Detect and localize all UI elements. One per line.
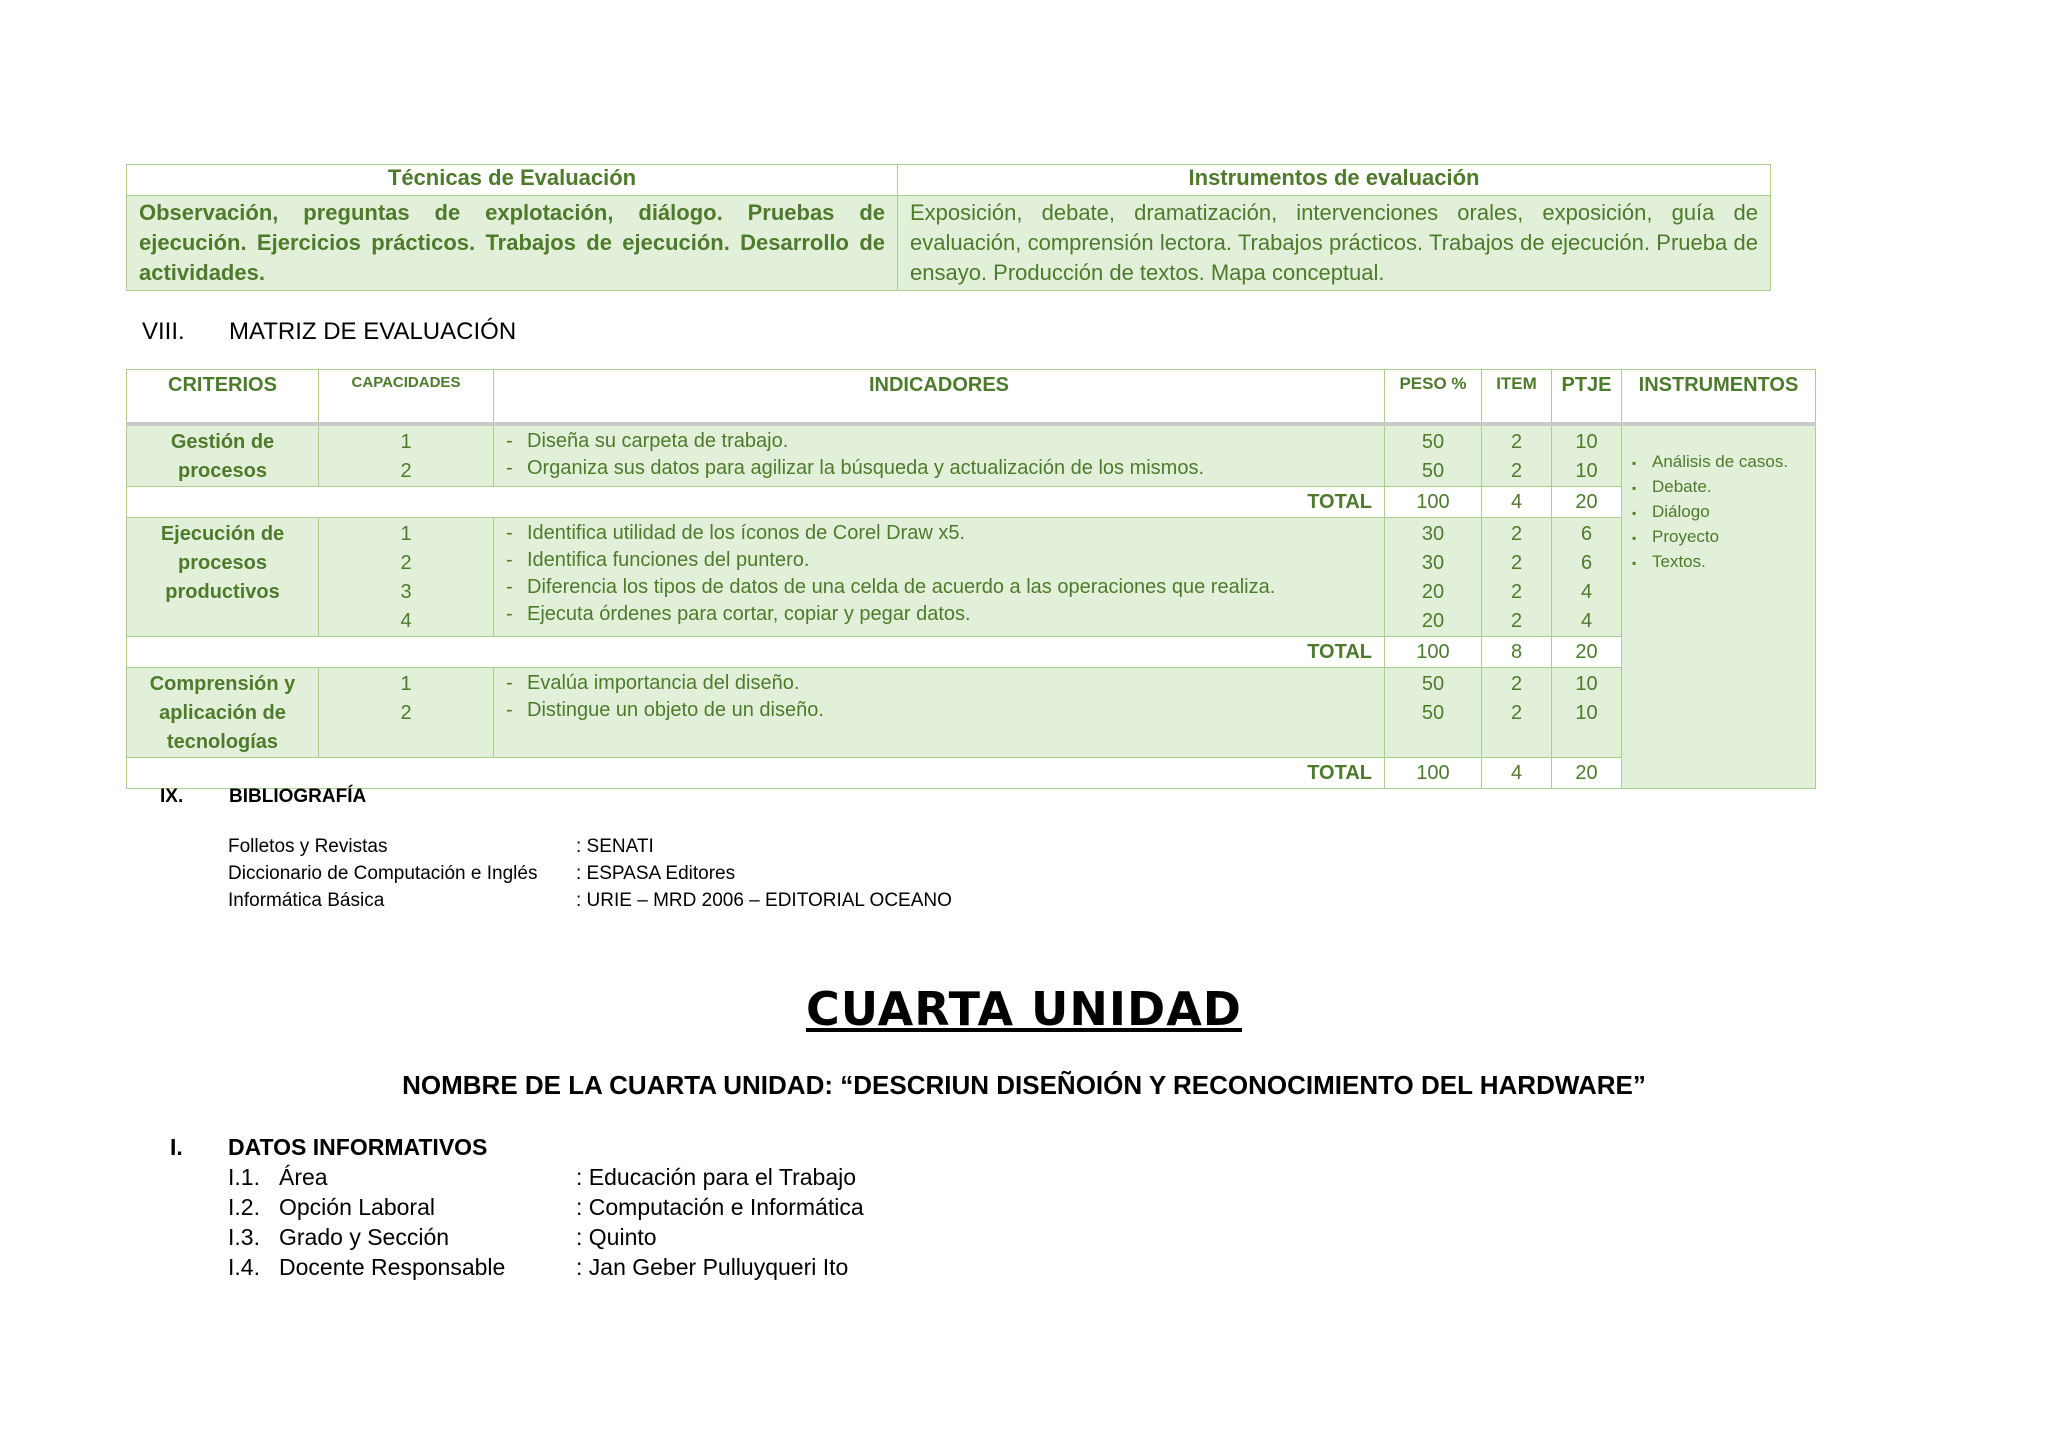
- datos-label: Docente Responsable: [279, 1254, 506, 1280]
- peso-cell: [1385, 424, 1482, 487]
- capacidad: 1: [400, 431, 412, 453]
- table-row: [127, 668, 1816, 758]
- section-number: VIII.: [142, 318, 185, 345]
- peso-value: 20: [1421, 581, 1445, 603]
- total-row: [127, 758, 1816, 789]
- ptje-value: 4: [1580, 610, 1593, 632]
- total-item: 4: [1482, 758, 1552, 789]
- total-label: TOTAL: [127, 637, 1385, 668]
- total-label: TOTAL: [127, 758, 1385, 789]
- ptje-cell: [1552, 668, 1622, 758]
- indicador: - Organiza sus datos para agilizar la búsqueda y actualización de los mismos.: [506, 455, 1384, 482]
- instrumento-item: ▪ Debate.: [1632, 475, 1815, 500]
- instrumentos-cell: [1622, 424, 1816, 789]
- unit-name: NOMBRE DE LA CUARTA UNIDAD: “DESCRIUN DISEÑOIÓN Y RECONOCIMIENTO DEL HARDWARE”: [402, 1070, 1646, 1100]
- item-value: 2: [1510, 702, 1523, 724]
- item-cell: [1482, 668, 1552, 758]
- header-indicadores: INDICADORES: [494, 370, 1385, 425]
- datos-label: Opción Laboral: [279, 1194, 435, 1220]
- item-value: 2: [1510, 610, 1523, 632]
- peso-cell: [1385, 518, 1482, 637]
- total-row: [127, 637, 1816, 668]
- tecnicas-header: Técnicas de Evaluación: [127, 165, 898, 196]
- datos-num: I.2.: [228, 1194, 260, 1220]
- ptje-cell: [1552, 424, 1622, 487]
- capacidad: 2: [400, 702, 412, 724]
- section-title: MATRIZ DE EVALUACIÓN: [229, 318, 517, 345]
- ptje-value: 10: [1575, 431, 1598, 453]
- datos-value: : Educación para el Trabajo: [576, 1164, 857, 1190]
- header-item: ITEM: [1482, 370, 1552, 425]
- item-cell: [1482, 518, 1552, 637]
- total-row: [127, 487, 1816, 518]
- table-row: [127, 518, 1816, 637]
- ptje-value: 10: [1575, 702, 1598, 724]
- section-number: I.: [170, 1134, 183, 1160]
- item-value: 2: [1510, 460, 1523, 482]
- indicador: - Diseña su carpeta de trabajo.: [506, 428, 1384, 455]
- indicador: - Identifica utilidad de los íconos de Corel Draw x5.: [506, 520, 1384, 547]
- capacidades-cell: [319, 668, 494, 758]
- total-peso: 100: [1385, 487, 1482, 518]
- peso-value: 50: [1421, 702, 1445, 724]
- capacidad: 4: [400, 610, 412, 632]
- capacidad: 2: [400, 460, 412, 482]
- ptje-value: 10: [1575, 460, 1598, 482]
- instrumento-item: ▪ Diálogo: [1632, 500, 1815, 525]
- item-value: 2: [1510, 431, 1523, 453]
- capacidad: 3: [400, 581, 412, 603]
- capacidad: 1: [400, 673, 412, 695]
- item-value: 2: [1510, 673, 1523, 695]
- peso-cell: [1385, 668, 1482, 758]
- bibliografia-value: : ESPASA Editores: [576, 863, 736, 884]
- instrumento-item: ▪ Análisis de casos.: [1632, 450, 1815, 475]
- indicadores-cell: [494, 518, 1385, 637]
- ptje-value: 10: [1575, 673, 1598, 695]
- peso-value: 30: [1421, 523, 1445, 545]
- datos-num: I.4.: [228, 1254, 260, 1280]
- peso-value: 50: [1421, 431, 1445, 453]
- item-value: 2: [1510, 581, 1523, 603]
- ptje-value: 4: [1580, 581, 1593, 603]
- item-cell: [1482, 424, 1552, 487]
- section-title: BIBLIOGRAFÍA: [229, 786, 367, 807]
- total-ptje: 20: [1552, 487, 1622, 518]
- header-capacidades: CAPACIDADES: [319, 370, 494, 425]
- indicador: - Distingue un objeto de un diseño.: [506, 697, 1384, 724]
- capacidades-cell: [319, 424, 494, 487]
- bibliografia-key: Folletos y Revistas: [228, 836, 388, 857]
- peso-value: 50: [1421, 673, 1445, 695]
- header-peso: PESO %: [1385, 370, 1482, 425]
- indicador: - Identifica funciones del puntero.: [506, 547, 1384, 574]
- indicador: - Diferencia los tipos de datos de una celda de acuerdo a las operaciones que realiza.: [506, 574, 1384, 601]
- section-title: DATOS INFORMATIVOS: [228, 1134, 488, 1160]
- bibliografia-key: Informática Básica: [228, 890, 385, 911]
- peso-value: 20: [1421, 610, 1445, 632]
- total-ptje: 20: [1552, 758, 1622, 789]
- capacidades-cell: [319, 518, 494, 637]
- total-ptje: 20: [1552, 637, 1622, 668]
- tecnicas-text: Observación, preguntas de explotación, diálogo. Pruebas de ejecución. Ejercicios prácticos. Trabajos de ejecución. Desarrollo de actividades.: [127, 196, 898, 291]
- datos-value: : Jan Geber Pulluyqueri Ito: [576, 1254, 849, 1280]
- header-ptje: PTJE: [1552, 370, 1622, 425]
- criterio-cell: Comprensión y aplicación de tecnologías: [127, 668, 319, 758]
- indicador: - Ejecuta órdenes para cortar, copiar y pegar datos.: [506, 601, 1384, 628]
- indicadores-cell: [494, 424, 1385, 487]
- datos-value: : Quinto: [576, 1224, 657, 1250]
- criterio-cell: Ejecución de procesos productivos: [127, 518, 319, 637]
- ptje-value: 6: [1580, 552, 1593, 574]
- instrumento-item: ▪ Textos.: [1632, 550, 1815, 575]
- instrumento-item: ▪ Proyecto: [1632, 525, 1815, 550]
- total-item: 4: [1482, 487, 1552, 518]
- matriz-table: [126, 369, 1816, 789]
- bibliografia-value: : SENATI: [576, 836, 654, 857]
- tecnicas-table: [126, 164, 1771, 291]
- header-criterios: CRITERIOS: [127, 370, 319, 425]
- indicador: - Evalúa importancia del diseño.: [506, 670, 1384, 697]
- section-number: IX.: [160, 786, 184, 807]
- table-row: [127, 424, 1816, 487]
- bibliografia-key: Diccionario de Computación e Inglés: [228, 863, 538, 884]
- datos-label: Grado y Sección: [279, 1224, 450, 1250]
- unit-title: CUARTA UNIDAD: [805, 982, 1242, 1036]
- ptje-value: 6: [1580, 523, 1593, 545]
- indicadores-cell: [494, 668, 1385, 758]
- total-label: TOTAL: [127, 487, 1385, 518]
- datos-num: I.1.: [228, 1164, 260, 1190]
- peso-value: 30: [1421, 552, 1445, 574]
- total-peso: 100: [1385, 758, 1482, 789]
- header-instrumentos: INSTRUMENTOS: [1622, 370, 1816, 425]
- capacidad: 1: [400, 523, 412, 545]
- datos-label: Área: [279, 1164, 328, 1190]
- peso-value: 50: [1421, 460, 1445, 482]
- item-value: 2: [1510, 523, 1523, 545]
- datos-num: I.3.: [228, 1224, 260, 1250]
- instrumentos-text: Exposición, debate, dramatización, intervenciones orales, exposición, guía de evaluación, comprensión lectora. Trabajos prácticos. Trabajos de ejecución. Prueba de ensayo. Producción de textos. Mapa conceptual.: [898, 196, 1771, 291]
- criterio-cell: Gestión de procesos: [127, 424, 319, 487]
- capacidad: 2: [400, 552, 412, 574]
- item-value: 2: [1510, 552, 1523, 574]
- bibliografia-value: : URIE – MRD 2006 – EDITORIAL OCEANO: [576, 890, 952, 911]
- datos-value: : Computación e Informática: [576, 1194, 864, 1220]
- instrumentos-header: Instrumentos de evaluación: [898, 165, 1771, 196]
- ptje-cell: [1552, 518, 1622, 637]
- total-peso: 100: [1385, 637, 1482, 668]
- total-item: 8: [1482, 637, 1552, 668]
